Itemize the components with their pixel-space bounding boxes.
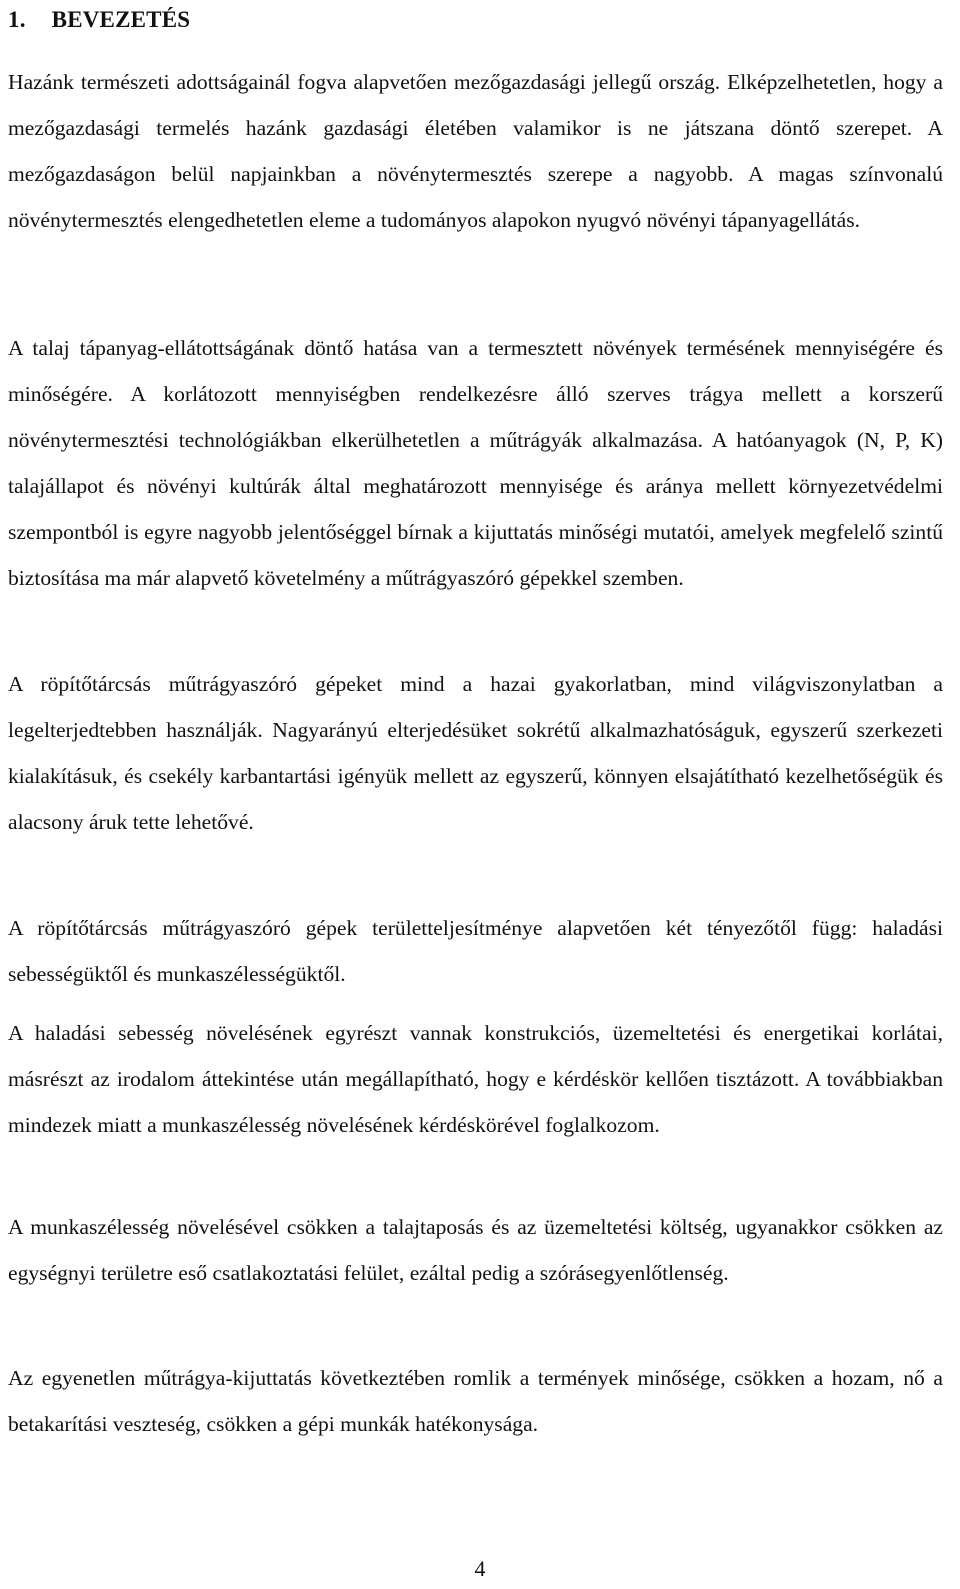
page-number: 4 [474,1556,486,1581]
paragraph-travel-speed: A haladási sebesség növelésének egyrészt vannak konstrukciós, üzemeltetési és energetikai korlátai, másrészt az irodalom áttekintése után megállapítható, hogy e kérdéskör kellően tisztázott. A továbbiakban mindezek miatt a munkaszélesség növelésének kérdéskörével foglalkozom. [8,1021,943,1137]
paragraph-introduction: Hazánk természeti adottságainál fogva alapvetően mezőgazdasági jellegű ország. Elképzelhetetlen, hogy a mezőgazdasági termelés hazánk gazdasági életében valamikor is ne játszana döntő szerepet. A mezőgazdaságon belül napjainkban a növénytermesztés szerepe a nagyobb. A magas színvonalú növénytermesztés elengedhetetlen eleme a tudományos alapokon nyugvó növényi tápanyagellátás. [8,70,943,232]
paragraph-uneven-application: Az egyenetlen műtrágya-kijuttatás következtében romlik a termények minősége, csökken a hozam, nő a betakarítási veszteség, csökken a gépi munkák hatékonysága. [8,1366,943,1436]
section-title: BEVEZETÉS [51,7,191,32]
section-heading [8,4,190,36]
paragraph-nutrient-supply: A talaj tápanyag-ellátottságának döntő hatása van a termesztett növények termésének mennyiségére és minőségére. A korlátozott mennyiségben rendelkezésre álló szerves trágya mellett a korszerű növénytermesztési technológiákban elkerülhetetlen a műtrágyák alkalmazása. A hatóanyagok (N, P, K) talajállapot és növényi kultúrák által meghatározott mennyisége és aránya mellett környezetvédelmi szempontból is egyre nagyobb jelentőséggel bírnak a kijuttatás minőségi mutatói, amelyek megfelelő szintű biztosítása ma már alapvető követelmény a műtrágyaszóró gépekkel szemben. [8,336,943,590]
paragraph-field-capacity: A röpítőtárcsás műtrágyaszóró gépek területteljesítménye alapvetően két tényezőtől függ: haladási sebességüktől és munkaszélességüktől. [8,916,943,986]
paragraph-working-width: A munkaszélesség növelésével csökken a talajtaposás és az üzemeltetési költség, ugyanakkor csökken az egységnyi területre eső csatlakoztatási felület, ezáltal pedig a szórásegyenlőtlenség. [8,1215,943,1285]
section-number: 1. [8,7,26,32]
paragraph-spinner-spreaders: A röpítőtárcsás műtrágyaszóró gépeket mind a hazai gyakorlatban, mind világviszonylatban a legelterjedtebben használják. Nagyarányú elterjedésüket sokrétű alkalmazhatóságuk, egyszerű szerkezeti kialakításuk, és csekély karbantartási igényük mellett az egyszerű, könnyen elsajátítható kezelhetőségük és alacsony áruk tette lehetővé. [8,672,943,834]
